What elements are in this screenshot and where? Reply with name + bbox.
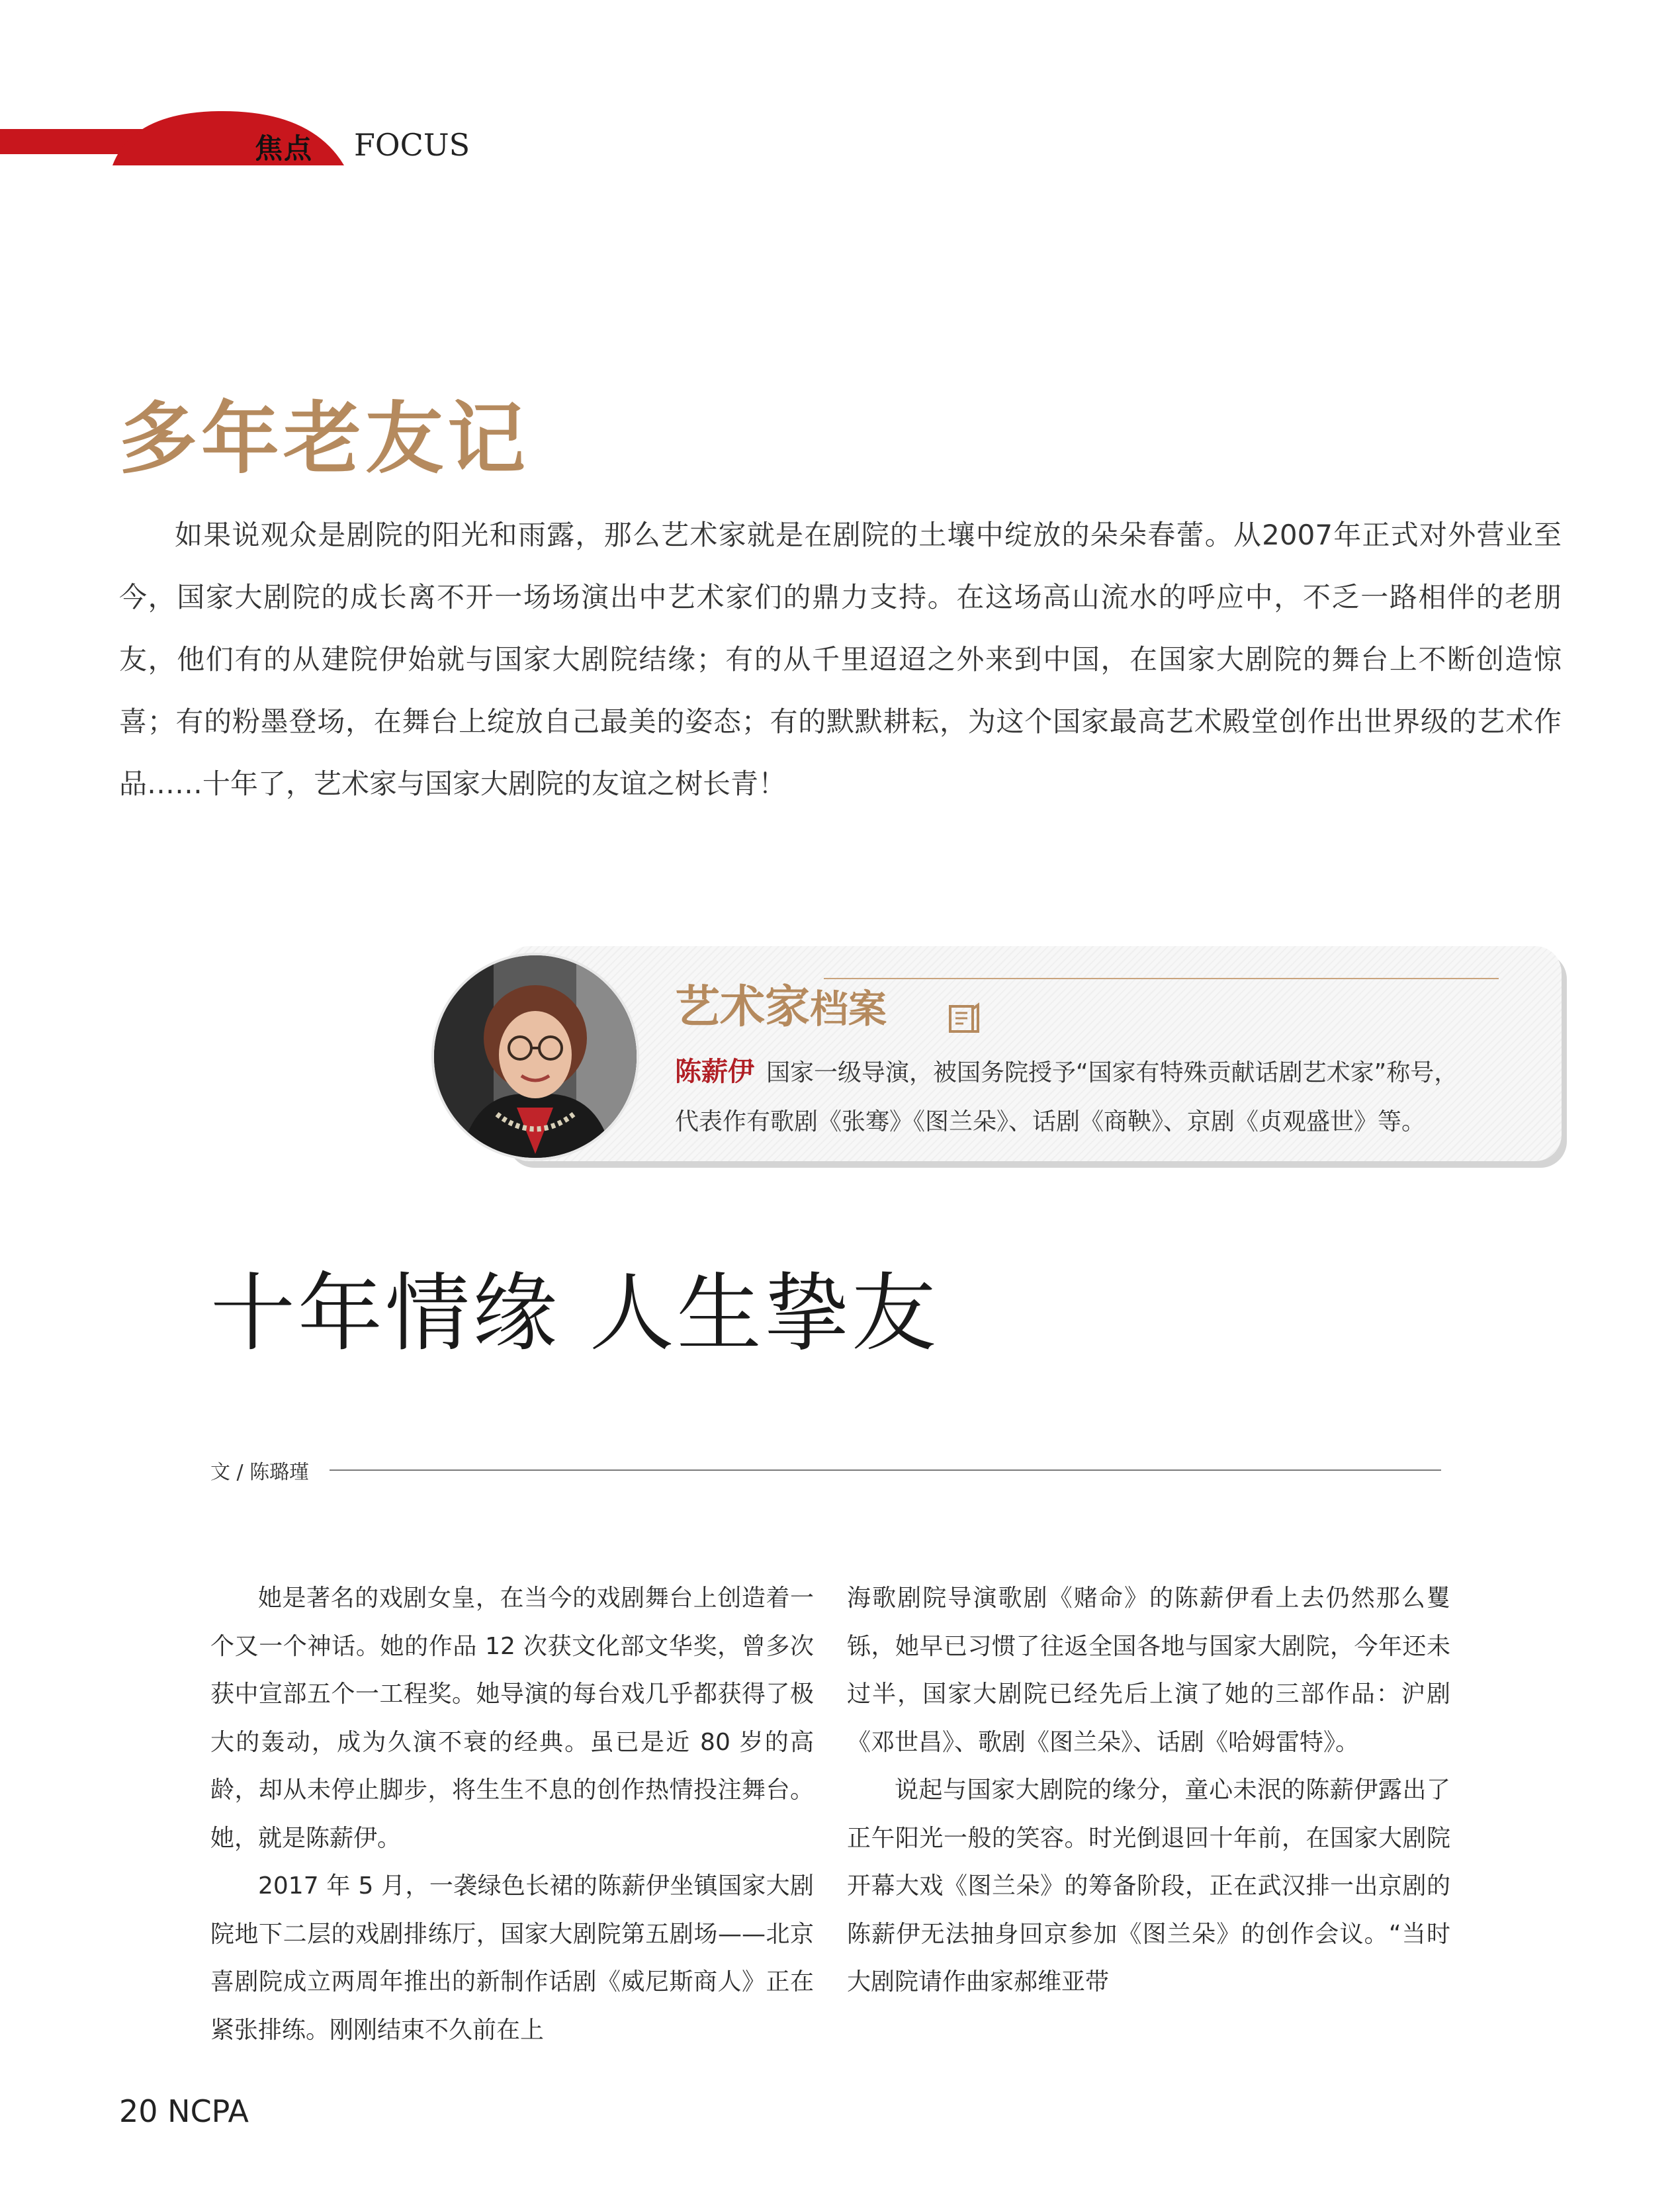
article-paragraph: 她是著名的戏剧女皇，在当今的戏剧舞台上创造着一个又一个神话。她的作品 12 次获文化部文华奖，曾多次获中宣部五个一工程奖。她导演的每台戏几乎都获得了极大的轰动，成为久演不衰的经典。虽已是近 80 岁的高龄，却从未停止脚步，将生生不息的创作热情投注舞台。她，就是陈薪伊。 — [210, 1585, 814, 1852]
article-column-right — [847, 1575, 1450, 2007]
artist-name: 陈薪伊 — [675, 1056, 754, 1087]
section-label-cn: 焦点 — [255, 132, 314, 165]
profile-line-1-text: 国家一级导演，被国务院授予“国家有特殊贡献话剧艺术家”称号， — [766, 1059, 1458, 1086]
profile-heading-artist: 艺术家 — [675, 981, 811, 1033]
profile-description-line-1 — [675, 1051, 1458, 1088]
article-column-left — [210, 1575, 814, 2054]
feature-title: 多年老友记 — [119, 392, 530, 484]
profile-heading-rule — [824, 978, 1499, 979]
book-icon — [946, 1002, 981, 1035]
article-paragraph: 海歌剧院导演歌剧《赌命》的陈薪伊看上去仍然那么矍铄，她早已习惯了往返全国各地与国家大剧院，今年还未过半，国家大剧院已经先后上演了她的三部作品：沪剧《邓世昌》、歌剧《图兰朵》、话剧《哈姆雷特》。 — [847, 1585, 1450, 1756]
header-red-arc — [0, 106, 371, 165]
article-paragraph: 说起与国家大剧院的缘分，童心未泯的陈薪伊露出了正午阳光一般的笑容。时光倒退回十年前，在国家大剧院开幕大戏《图兰朵》的筹备阶段，正在武汉排一出京剧的陈薪伊无法抽身回京参加《图兰朵》的创作会议。“当时大剧院请作曲家郝维亚带 — [847, 1776, 1450, 1995]
artist-portrait — [431, 953, 639, 1160]
article-byline: 文 / 陈璐瑾 — [210, 1461, 310, 1484]
profile-description-line-2: 代表作有歌剧《张骞》《图兰朵》、话剧《商鞅》、京剧《贞观盛世》等。 — [675, 1108, 1426, 1135]
byline-rule — [330, 1469, 1441, 1471]
profile-heading — [675, 971, 887, 1035]
profile-heading-archive: 档案 — [810, 986, 887, 1031]
article-title: 十年情缘 人生挚友 — [210, 1264, 939, 1363]
feature-lead-paragraph: 如果说观众是剧院的阳光和雨露，那么艺术家就是在剧院的土壤中绽放的朵朵春蕾。从2007年正式对外营业至今，国家大剧院的成长离不开一场场演出中艺术家们的鼎力支持。在这场高山流水的呼应中，不乏一路相伴的老朋友，他们有的从建院伊始就与国家大剧院结缘；有的从千里迢迢之外来到中国，在国家大剧院的舞台上不断创造惊喜；有的粉墨登场，在舞台上绽放自己最美的姿态；有的默默耕耘，为这个国家最高艺术殿堂创作出世界级的艺术作品……十年了，艺术家与国家大剧院的友谊之树长青！ — [119, 519, 1562, 800]
page-number: 20 NCPA — [119, 2093, 249, 2129]
section-label-en: FOCUS — [354, 127, 470, 163]
article-paragraph: 2017 年 5 月，一袭绿色长裙的陈薪伊坐镇国家大剧院地下二层的戏剧排练厅，国家大剧院第五剧场——北京喜剧院成立两周年推出的新制作话剧《威尼斯商人》正在紧张排练。刚刚结束不久前在上 — [210, 1872, 814, 2044]
